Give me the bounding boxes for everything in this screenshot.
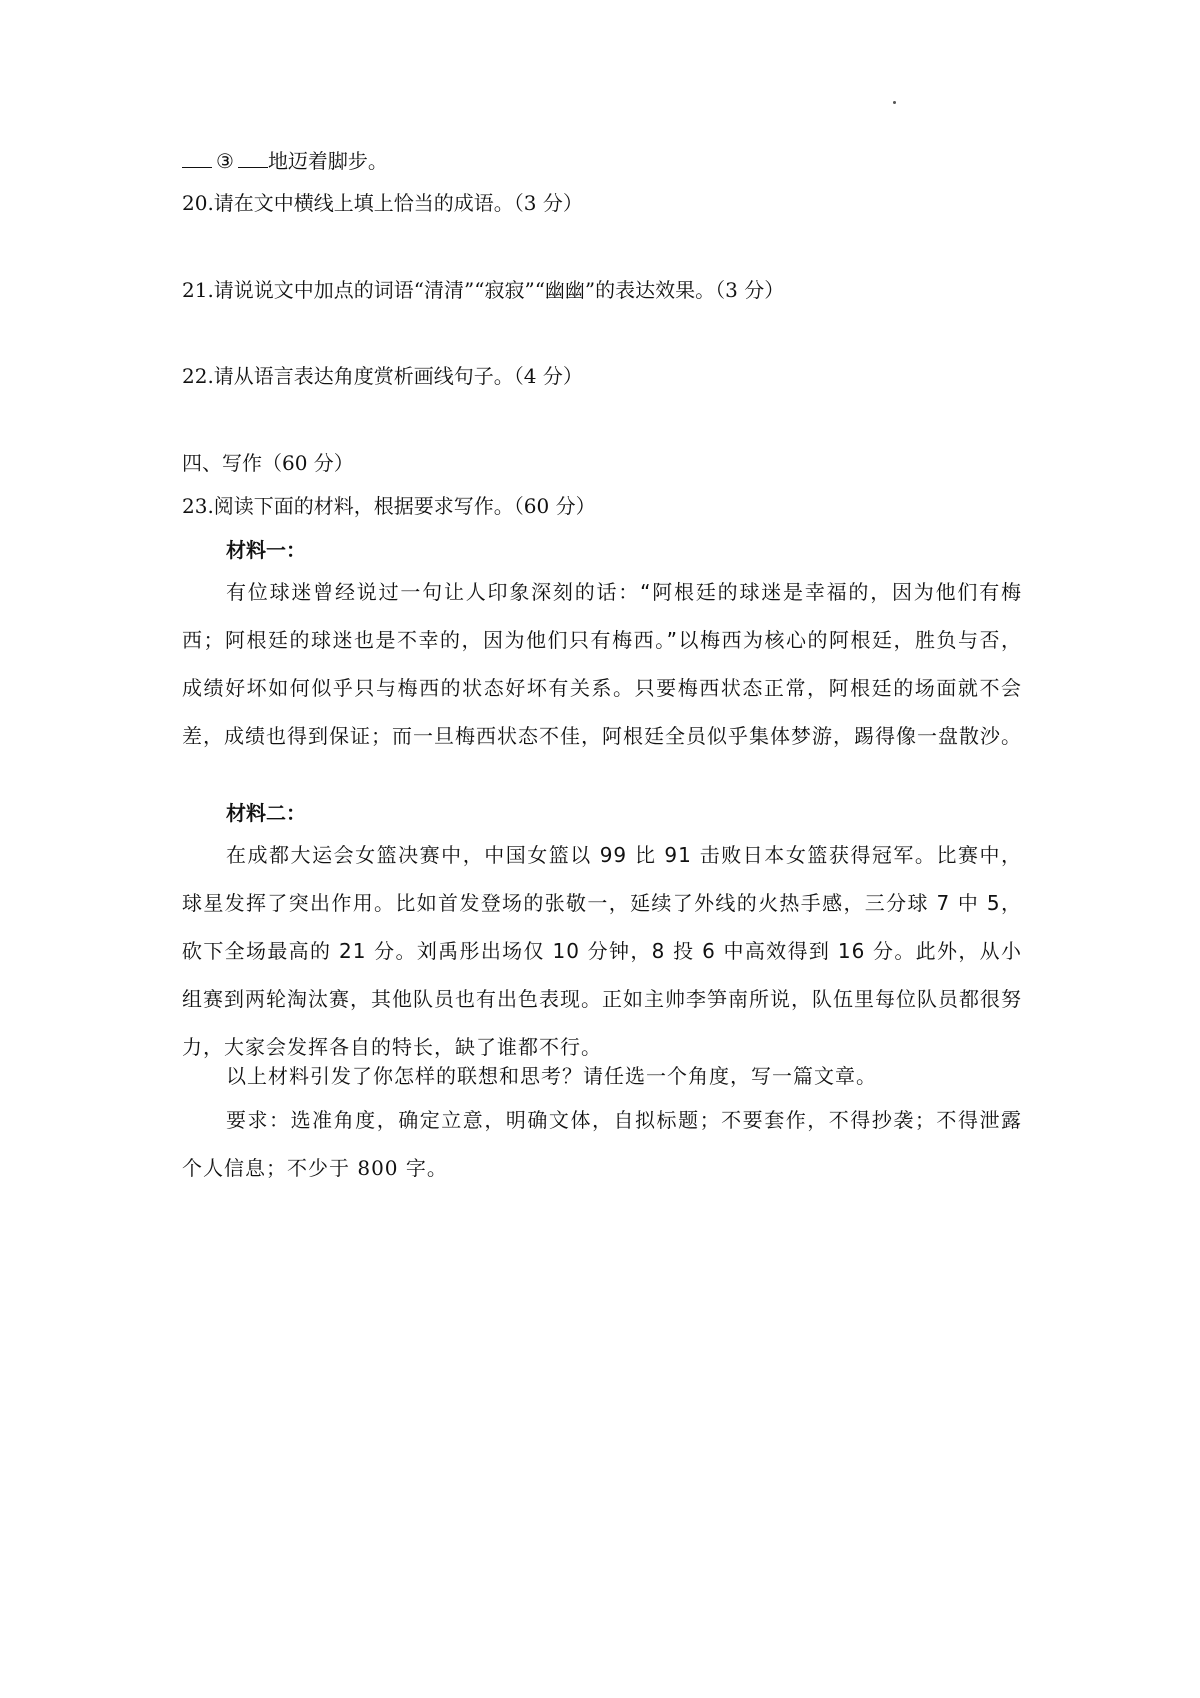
material-two-text: 在成都大运会女篮决赛中，中国女篮以 99 比 91 击败日本女篮获得冠军。比赛中，球星发挥了突出作用。比如首发登场的张敬一，延续了外线的火热手感，三分球 7 中 5，砍下全场最高的 21 分。刘禹彤出场仅 10 分钟，8 投 6 中高效得到 16 分。此外，从小组赛到两轮淘汰赛，其他队员也有出色表现。正如主帅李笋南所说，队伍里每位队员都很努力，大家会发挥各自的特长，缺了谁都不行。 (182, 843, 1022, 1059)
blank-marker: ③ (216, 149, 234, 173)
scan-speck (893, 101, 896, 104)
question-21: 21.请说说文中加点的词语“清清”“寂寂”“幽幽”的表达效果。（3 分） (182, 278, 785, 302)
question-22: 22.请从语言表达角度赏析画线句子。（4 分） (182, 364, 583, 388)
question-23: 23.阅读下面的材料，根据要求写作。（60 分） (182, 494, 596, 518)
material-two-label: 材料二： (226, 801, 306, 825)
material-one-text: 有位球迷曾经说过一句让人印象深刻的话：“阿根廷的球迷是幸福的，因为他们有梅西；阿根廷的球迷也是不幸的，因为他们只有梅西。”以梅西为核心的阿根廷，胜负与否，成绩好坏如何似乎只与梅西的状态好坏有关系。只要梅西状态正常，阿根廷的场面就不会差，成绩也得到保证；而一旦梅西状态不佳，阿根廷全员似乎集体梦游，踢得像一盘散沙。 (182, 580, 1022, 748)
writing-requirements: 要求：选准角度，确定立意，明确文体，自拟标题；不要套作，不得抄袭；不得泄露个人信息；不少于 800 字。 (182, 1108, 1022, 1180)
blank-line (238, 149, 268, 168)
passage-fragment (182, 148, 388, 174)
material-one-label: 材料一： (226, 538, 306, 562)
question-20: 20.请在文中横线上填上恰当的成语。（3 分） (182, 191, 583, 215)
section-title-writing: 四、写作（60 分） (182, 451, 354, 475)
fragment-tail: 地迈着脚步。 (267, 149, 388, 173)
blank-line (182, 149, 212, 168)
writing-prompt: 以上材料引发了你怎样的联想和思考？请任选一个角度，写一篇文章。 (226, 1064, 877, 1088)
